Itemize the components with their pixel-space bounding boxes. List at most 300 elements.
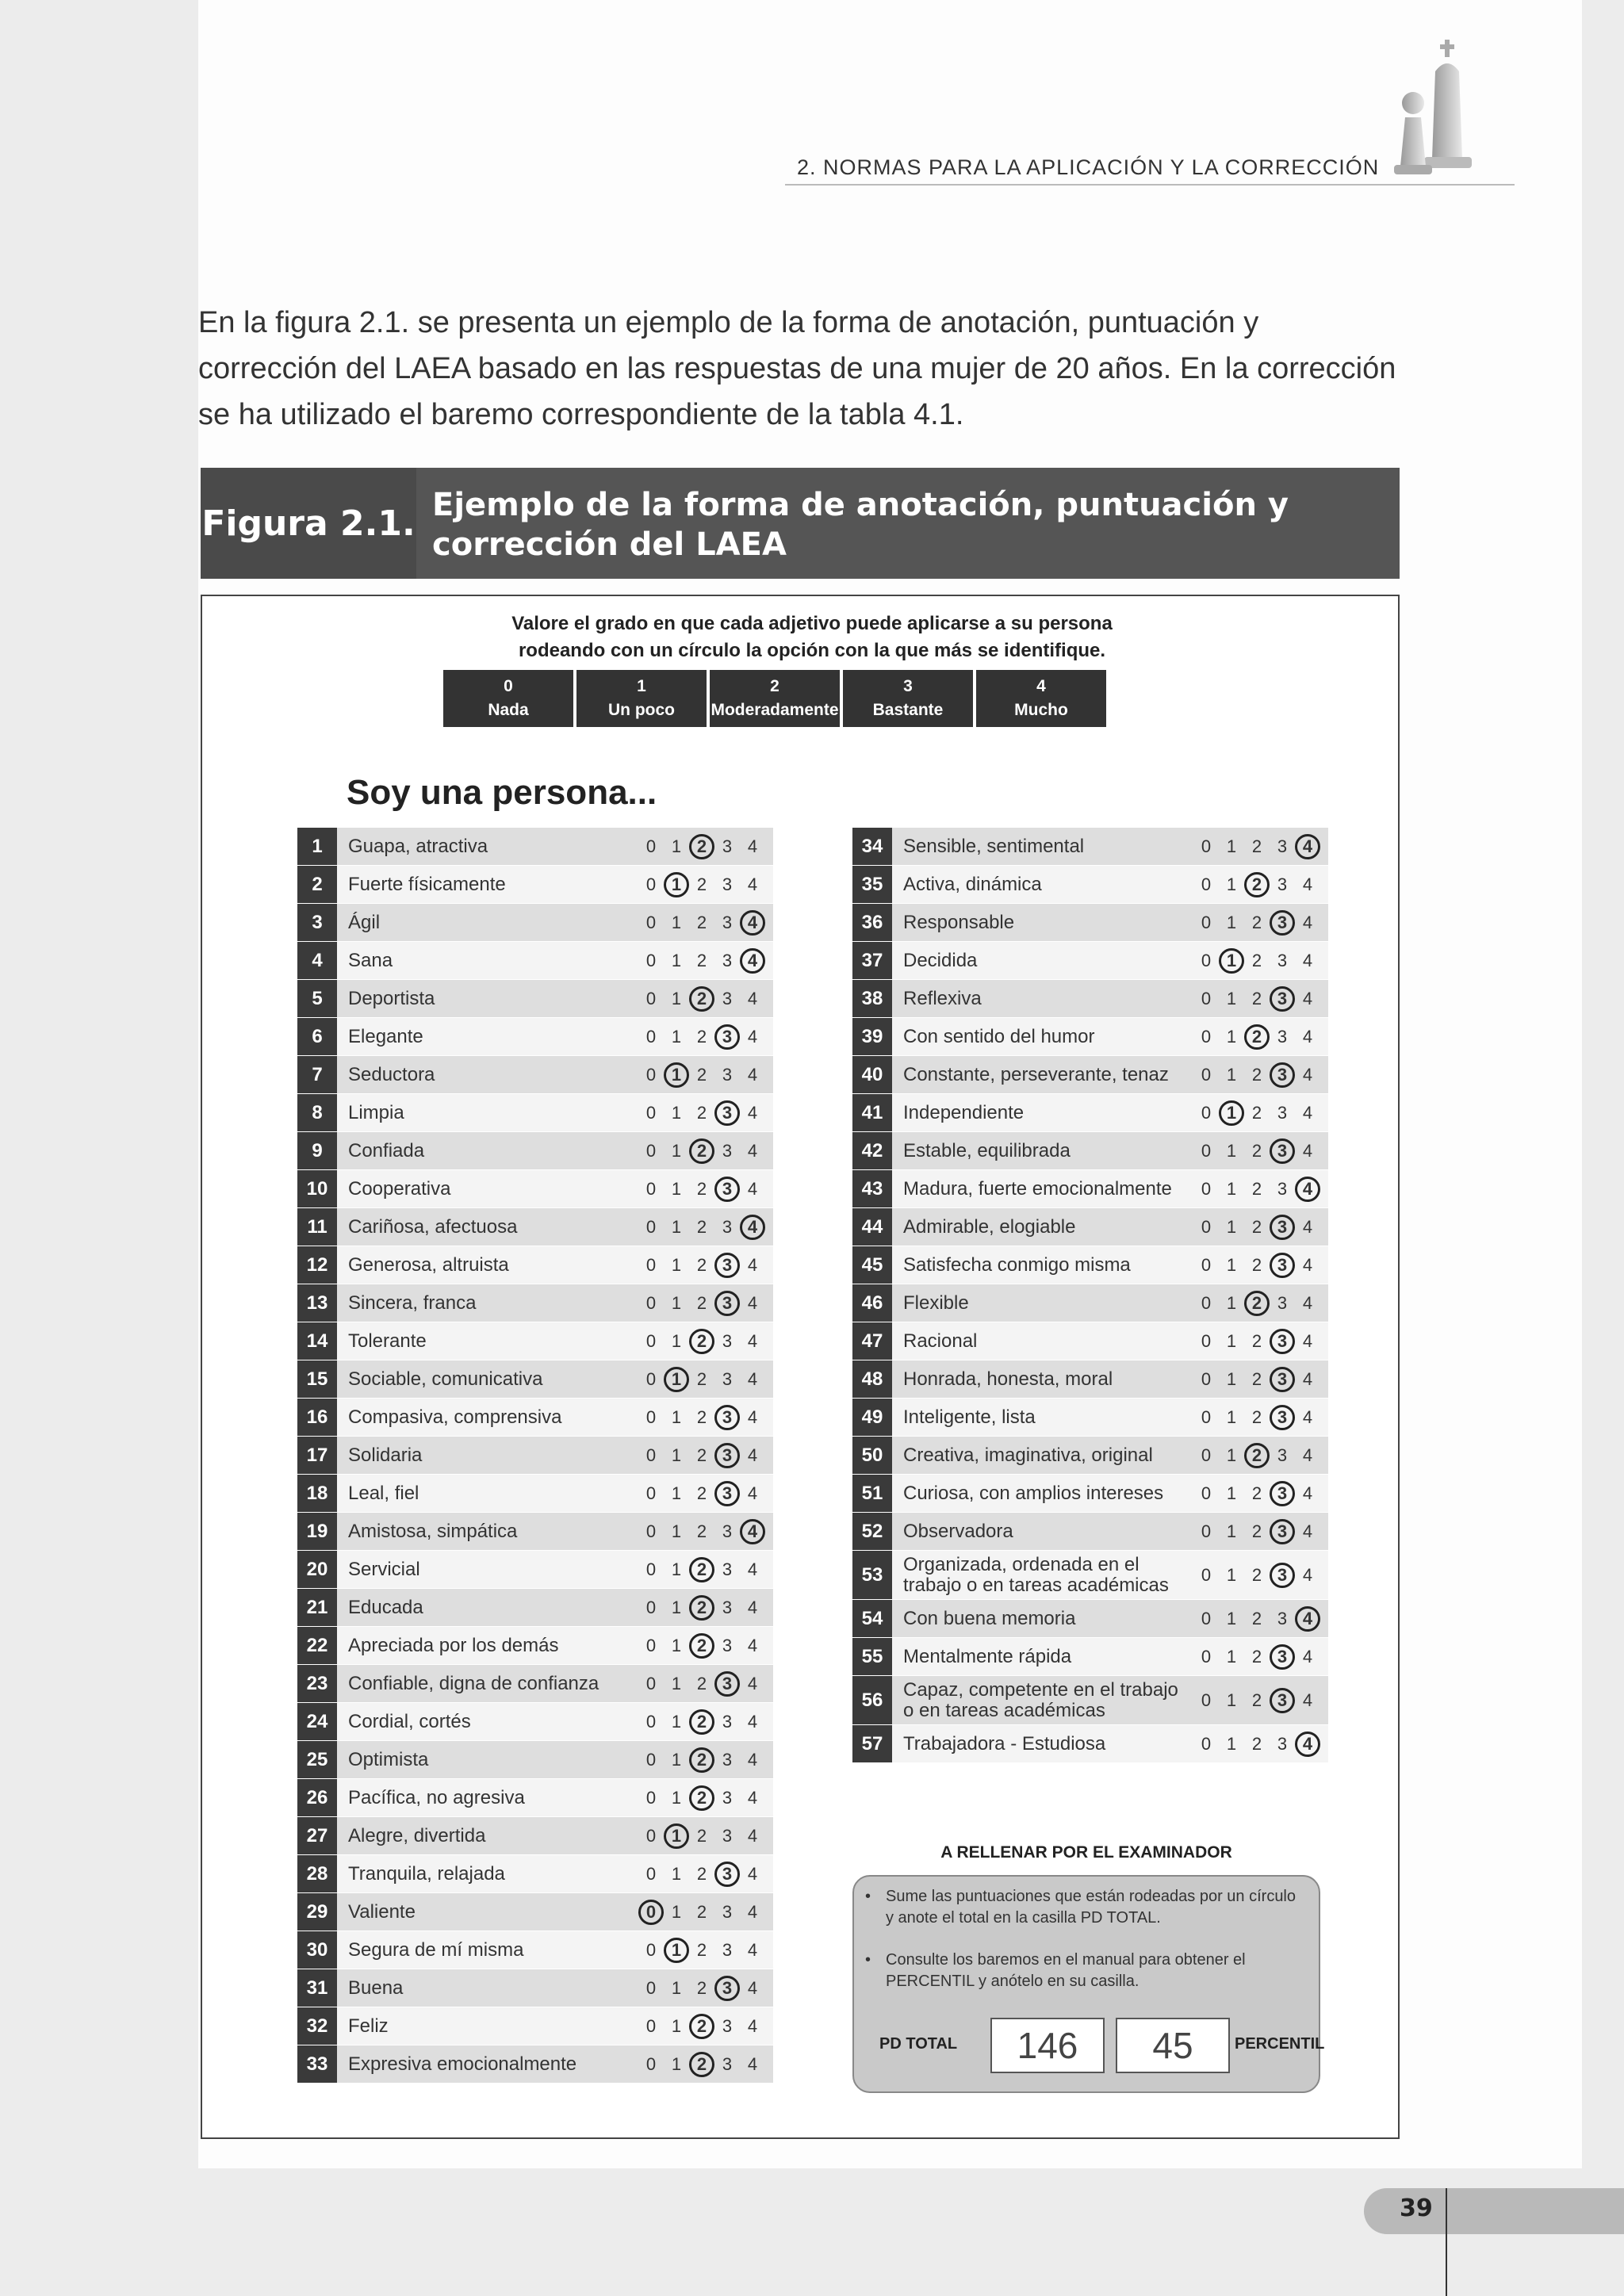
option[interactable]: 4 (747, 1901, 758, 1922)
item-options (638, 1862, 773, 1887)
option[interactable]: 4 (747, 1140, 758, 1161)
option[interactable]: 2 (1251, 1608, 1262, 1628)
option-circled[interactable]: 3 (714, 1100, 740, 1126)
option[interactable]: 0 (645, 1825, 657, 1846)
option[interactable]: 1 (671, 1521, 682, 1541)
option[interactable]: 3 (722, 2053, 733, 2074)
option[interactable]: 3 (722, 1711, 733, 1732)
option[interactable]: 0 (1201, 1646, 1212, 1667)
option[interactable]: 4 (747, 874, 758, 894)
option[interactable]: 0 (645, 1977, 657, 1998)
option[interactable]: 4 (747, 1787, 758, 1808)
option[interactable]: 3 (722, 950, 733, 970)
option[interactable]: 1 (671, 1977, 682, 1998)
option[interactable]: 0 (645, 874, 657, 894)
option[interactable]: 3 (1277, 1292, 1288, 1313)
option[interactable]: 2 (1251, 1733, 1262, 1754)
option[interactable]: 4 (1302, 950, 1313, 970)
option[interactable]: 2 (696, 1483, 707, 1503)
option[interactable]: 0 (645, 1521, 657, 1541)
option[interactable]: 2 (1251, 1140, 1262, 1161)
option[interactable]: 2 (1251, 836, 1262, 856)
option[interactable]: 0 (645, 1292, 657, 1313)
option[interactable]: 3 (722, 836, 733, 856)
option[interactable]: 3 (722, 2015, 733, 2036)
option[interactable]: 2 (696, 1368, 707, 1389)
option[interactable]: 0 (645, 1254, 657, 1275)
option[interactable]: 2 (1251, 1483, 1262, 1503)
option[interactable]: 0 (1201, 1178, 1212, 1199)
option[interactable]: 3 (1277, 874, 1288, 894)
option[interactable]: 2 (1251, 1330, 1262, 1351)
option-circled[interactable]: 3 (1270, 1367, 1295, 1392)
option[interactable]: 2 (1251, 1216, 1262, 1237)
option[interactable]: 0 (1201, 1140, 1212, 1161)
option[interactable]: 3 (722, 912, 733, 932)
option[interactable]: 2 (1251, 1564, 1262, 1585)
option[interactable]: 0 (1201, 1368, 1212, 1389)
option[interactable]: 0 (645, 1102, 657, 1123)
option-circled[interactable]: 2 (689, 1329, 714, 1354)
option[interactable]: 0 (1201, 1064, 1212, 1085)
option[interactable]: 1 (671, 1749, 682, 1770)
option[interactable]: 2 (696, 1521, 707, 1541)
option[interactable]: 0 (645, 1178, 657, 1199)
option-circled[interactable]: 2 (689, 1557, 714, 1582)
option[interactable]: 1 (671, 1406, 682, 1427)
option[interactable]: 0 (645, 1749, 657, 1770)
option[interactable]: 4 (1302, 1689, 1313, 1710)
option-circled[interactable]: 1 (664, 1938, 689, 1963)
option-circled[interactable]: 2 (689, 1747, 714, 1773)
option[interactable]: 0 (1201, 950, 1212, 970)
option[interactable]: 0 (645, 1140, 657, 1161)
option[interactable]: 4 (1302, 1102, 1313, 1123)
option[interactable]: 0 (645, 1787, 657, 1808)
option[interactable]: 4 (747, 1330, 758, 1351)
option-circled[interactable]: 4 (740, 948, 765, 974)
option-circled[interactable]: 2 (1244, 872, 1270, 897)
option[interactable]: 4 (747, 1254, 758, 1275)
option[interactable]: 2 (1251, 1254, 1262, 1275)
option[interactable]: 0 (1201, 1608, 1212, 1628)
option[interactable]: 4 (1302, 874, 1313, 894)
option[interactable]: 1 (671, 1216, 682, 1237)
option[interactable]: 1 (671, 1787, 682, 1808)
item-row-39 (852, 1018, 1328, 1056)
option[interactable]: 4 (747, 1064, 758, 1085)
item-number: 57 (852, 1725, 892, 1762)
option[interactable]: 2 (1251, 1646, 1262, 1667)
option[interactable]: 0 (645, 1559, 657, 1579)
option-circled[interactable]: 1 (664, 1062, 689, 1088)
option[interactable]: 4 (1302, 1064, 1313, 1085)
option[interactable]: 3 (722, 1216, 733, 1237)
option[interactable]: 1 (671, 1597, 682, 1617)
option[interactable]: 1 (671, 1711, 682, 1732)
option[interactable]: 2 (1251, 1689, 1262, 1710)
option[interactable]: 3 (722, 1330, 733, 1351)
option[interactable]: 0 (1201, 1330, 1212, 1351)
option[interactable]: 3 (1277, 1178, 1288, 1199)
option[interactable]: 4 (747, 1483, 758, 1503)
option[interactable]: 0 (645, 1939, 657, 1960)
option[interactable]: 0 (645, 950, 657, 970)
option[interactable]: 1 (1226, 1445, 1237, 1465)
option[interactable]: 3 (1277, 1026, 1288, 1047)
option[interactable]: 4 (747, 1673, 758, 1693)
option[interactable]: 2 (696, 1673, 707, 1693)
option-circled[interactable]: 4 (1295, 834, 1320, 859)
option[interactable]: 2 (696, 1977, 707, 1998)
item-label: Confiada (348, 1139, 425, 1161)
option[interactable]: 4 (747, 1749, 758, 1770)
option-circled[interactable]: 3 (714, 1177, 740, 1202)
option[interactable]: 2 (696, 1825, 707, 1846)
option[interactable]: 1 (1226, 1689, 1237, 1710)
option[interactable]: 4 (747, 1559, 758, 1579)
option[interactable]: 0 (1201, 1292, 1212, 1313)
option-circled[interactable]: 3 (714, 1671, 740, 1697)
option[interactable]: 1 (671, 1292, 682, 1313)
option[interactable]: 4 (747, 1825, 758, 1846)
option[interactable]: 2 (1251, 988, 1262, 1008)
option-circled[interactable]: 2 (689, 2014, 714, 2039)
option-circled[interactable]: 3 (714, 1405, 740, 1430)
option[interactable]: 4 (1302, 1564, 1313, 1585)
option[interactable]: 2 (1251, 1368, 1262, 1389)
option[interactable]: 1 (1226, 874, 1237, 894)
option[interactable]: 1 (1226, 1254, 1237, 1275)
option-circled[interactable]: 3 (714, 1976, 740, 2001)
option[interactable]: 4 (747, 1939, 758, 1960)
option[interactable]: 0 (1201, 912, 1212, 932)
option-circled[interactable]: 3 (1270, 910, 1295, 936)
option[interactable]: 0 (645, 1711, 657, 1732)
option[interactable]: 2 (1251, 1064, 1262, 1085)
option[interactable]: 1 (671, 1026, 682, 1047)
option[interactable]: 3 (722, 1901, 733, 1922)
item-row-26 (297, 1779, 773, 1817)
option-circled[interactable]: 3 (1270, 1138, 1295, 1164)
option[interactable]: 2 (1251, 1406, 1262, 1427)
option[interactable]: 3 (722, 1939, 733, 1960)
option[interactable]: 1 (671, 1863, 682, 1884)
option[interactable]: 1 (671, 1635, 682, 1655)
option[interactable]: 4 (747, 1102, 758, 1123)
option[interactable]: 2 (1251, 1521, 1262, 1541)
option[interactable]: 0 (645, 1863, 657, 1884)
option-circled[interactable]: 0 (638, 1900, 664, 1925)
option[interactable]: 1 (1226, 836, 1237, 856)
option-circled[interactable]: 3 (1270, 1644, 1295, 1670)
option[interactable]: 4 (1302, 1368, 1313, 1389)
option-circled[interactable]: 3 (1270, 1563, 1295, 1588)
option[interactable]: 0 (1201, 1689, 1212, 1710)
option-circled[interactable]: 2 (1244, 1443, 1270, 1468)
option[interactable]: 1 (671, 1178, 682, 1199)
option[interactable]: 3 (1277, 836, 1288, 856)
option[interactable]: 2 (696, 1901, 707, 1922)
option-circled[interactable]: 2 (689, 1138, 714, 1164)
option-circled[interactable]: 3 (714, 1862, 740, 1887)
option-circled[interactable]: 2 (689, 1709, 714, 1735)
option[interactable]: 2 (1251, 912, 1262, 932)
option[interactable]: 0 (645, 836, 657, 856)
item-label: Guapa, atractiva (348, 835, 488, 857)
option[interactable]: 2 (696, 1026, 707, 1047)
option[interactable]: 1 (1226, 1368, 1237, 1389)
option-circled[interactable]: 3 (1270, 1253, 1295, 1278)
option[interactable]: 1 (1226, 1216, 1237, 1237)
option-circled[interactable]: 3 (1270, 1329, 1295, 1354)
option[interactable]: 0 (1201, 988, 1212, 1008)
option[interactable]: 0 (1201, 1406, 1212, 1427)
option-circled[interactable]: 4 (1295, 1606, 1320, 1632)
option[interactable]: 1 (1226, 1483, 1237, 1503)
option-circled[interactable]: 4 (1295, 1177, 1320, 1202)
option[interactable]: 4 (747, 1445, 758, 1465)
option-circled[interactable]: 3 (714, 1253, 740, 1278)
option[interactable]: 0 (645, 1597, 657, 1617)
option[interactable]: 4 (747, 1635, 758, 1655)
option[interactable]: 2 (1251, 1178, 1262, 1199)
option[interactable]: 4 (747, 1977, 758, 1998)
option-circled[interactable]: 3 (714, 1024, 740, 1050)
option[interactable]: 2 (696, 1178, 707, 1199)
option-circled[interactable]: 2 (689, 2052, 714, 2077)
option[interactable]: 2 (1251, 1102, 1262, 1123)
option[interactable]: 1 (1226, 1140, 1237, 1161)
option[interactable]: 1 (671, 1483, 682, 1503)
option[interactable]: 1 (671, 2015, 682, 2036)
option[interactable]: 3 (722, 988, 733, 1008)
option-circled[interactable]: 1 (664, 1367, 689, 1392)
option[interactable]: 4 (1302, 1330, 1313, 1351)
option[interactable]: 1 (1226, 1178, 1237, 1199)
option[interactable]: 1 (1226, 912, 1237, 932)
option[interactable]: 0 (645, 1483, 657, 1503)
option[interactable]: 4 (1302, 1646, 1313, 1667)
option-circled[interactable]: 3 (714, 1481, 740, 1506)
option[interactable]: 1 (1226, 988, 1237, 1008)
item-options (638, 1747, 773, 1773)
pd-total-field[interactable]: 146 (990, 2018, 1105, 2073)
option[interactable]: 0 (645, 2015, 657, 2036)
option[interactable]: 3 (1277, 1102, 1288, 1123)
option[interactable]: 0 (645, 988, 657, 1008)
option[interactable]: 4 (1302, 1026, 1313, 1047)
option[interactable]: 0 (1201, 1102, 1212, 1123)
option[interactable]: 0 (645, 1406, 657, 1427)
option-circled[interactable]: 3 (714, 1291, 740, 1316)
option[interactable]: 4 (1302, 988, 1313, 1008)
option[interactable]: 3 (722, 1749, 733, 1770)
option[interactable]: 4 (1302, 1483, 1313, 1503)
option[interactable]: 4 (747, 836, 758, 856)
option[interactable]: 4 (1302, 1140, 1313, 1161)
option[interactable]: 0 (1201, 1026, 1212, 1047)
option[interactable]: 4 (747, 1406, 758, 1427)
item-options (1193, 1519, 1328, 1544)
option[interactable]: 0 (645, 912, 657, 932)
option[interactable]: 0 (1201, 1483, 1212, 1503)
option[interactable]: 3 (722, 1559, 733, 1579)
option-circled[interactable]: 3 (1270, 1519, 1295, 1544)
option-circled[interactable]: 3 (1270, 1215, 1295, 1240)
option[interactable]: 2 (696, 912, 707, 932)
option[interactable]: 0 (645, 1673, 657, 1693)
option-circled[interactable]: 4 (740, 910, 765, 936)
option[interactable]: 3 (1277, 1608, 1288, 1628)
scale-option-2 (710, 670, 840, 727)
option-circled[interactable]: 1 (664, 1823, 689, 1849)
option[interactable]: 1 (671, 912, 682, 932)
option[interactable]: 1 (671, 2053, 682, 2074)
option-circled[interactable]: 3 (714, 1443, 740, 1468)
option[interactable]: 0 (1201, 1216, 1212, 1237)
option[interactable]: 2 (696, 950, 707, 970)
option[interactable]: 2 (696, 1292, 707, 1313)
option[interactable]: 2 (696, 1445, 707, 1465)
option[interactable]: 1 (671, 1254, 682, 1275)
option[interactable]: 3 (722, 1635, 733, 1655)
option[interactable]: 0 (645, 1026, 657, 1047)
option[interactable]: 3 (722, 1140, 733, 1161)
option[interactable]: 3 (722, 1597, 733, 1617)
option-circled[interactable]: 3 (1270, 1405, 1295, 1430)
option-circled[interactable]: 1 (1219, 1100, 1244, 1126)
option[interactable]: 4 (1302, 1216, 1313, 1237)
option[interactable]: 1 (1226, 1406, 1237, 1427)
option[interactable]: 4 (747, 1597, 758, 1617)
option[interactable]: 2 (696, 1064, 707, 1085)
option[interactable]: 3 (1277, 1733, 1288, 1754)
instruction (0, 610, 1624, 664)
option[interactable]: 3 (722, 874, 733, 894)
option[interactable]: 4 (747, 1863, 758, 1884)
option[interactable]: 0 (1201, 1445, 1212, 1465)
option-circled[interactable]: 2 (689, 1595, 714, 1621)
option[interactable]: 4 (1302, 1406, 1313, 1427)
option[interactable]: 1 (671, 1559, 682, 1579)
option[interactable]: 0 (1201, 1254, 1212, 1275)
option[interactable]: 0 (1201, 874, 1212, 894)
option[interactable]: 1 (671, 950, 682, 970)
option[interactable]: 3 (722, 1368, 733, 1389)
option[interactable]: 1 (1226, 1026, 1237, 1047)
option[interactable]: 1 (1226, 1521, 1237, 1541)
option[interactable]: 1 (671, 1901, 682, 1922)
option-circled[interactable]: 4 (740, 1215, 765, 1240)
option[interactable]: 4 (1302, 1292, 1313, 1313)
option-circled[interactable]: 2 (689, 986, 714, 1012)
option-circled[interactable]: 2 (1244, 1291, 1270, 1316)
option[interactable]: 4 (1302, 912, 1313, 932)
option[interactable]: 1 (1226, 1330, 1237, 1351)
option[interactable]: 4 (747, 1026, 758, 1047)
option[interactable]: 0 (645, 1216, 657, 1237)
option-circled[interactable]: 4 (1295, 1732, 1320, 1757)
option[interactable]: 3 (1277, 1445, 1288, 1465)
option[interactable]: 0 (1201, 1733, 1212, 1754)
option[interactable]: 4 (747, 1711, 758, 1732)
option[interactable]: 1 (1226, 1608, 1237, 1628)
option-circled[interactable]: 1 (664, 872, 689, 897)
option[interactable]: 4 (747, 2053, 758, 2074)
option[interactable]: 0 (645, 2053, 657, 2074)
option[interactable]: 1 (671, 1102, 682, 1123)
option[interactable]: 1 (671, 1140, 682, 1161)
option[interactable]: 4 (747, 1368, 758, 1389)
option-circled[interactable]: 3 (1270, 986, 1295, 1012)
option[interactable]: 1 (1226, 1646, 1237, 1667)
option[interactable]: 2 (696, 1102, 707, 1123)
option[interactable]: 1 (671, 1445, 682, 1465)
item-label: Cooperativa (348, 1177, 451, 1200)
option[interactable]: 1 (671, 836, 682, 856)
option[interactable]: 3 (722, 1825, 733, 1846)
option[interactable]: 3 (722, 1521, 733, 1541)
item-row-1 (297, 828, 773, 866)
option[interactable]: 1 (1226, 1064, 1237, 1085)
option[interactable]: 2 (696, 1939, 707, 1960)
option[interactable]: 0 (1201, 1521, 1212, 1541)
option[interactable]: 2 (1251, 950, 1262, 970)
option[interactable]: 1 (671, 1673, 682, 1693)
item-number: 33 (297, 2045, 337, 2083)
option[interactable]: 2 (696, 1254, 707, 1275)
option[interactable]: 4 (1302, 1445, 1313, 1465)
option[interactable]: 4 (747, 1292, 758, 1313)
option[interactable]: 0 (645, 1445, 657, 1465)
option[interactable]: 4 (1302, 1521, 1313, 1541)
option[interactable]: 0 (1201, 836, 1212, 856)
option[interactable]: 2 (696, 1863, 707, 1884)
option-circled[interactable]: 2 (689, 1785, 714, 1811)
option[interactable]: 0 (645, 1330, 657, 1351)
option[interactable]: 0 (1201, 1564, 1212, 1585)
option[interactable]: 0 (645, 1635, 657, 1655)
option[interactable]: 0 (645, 1368, 657, 1389)
option[interactable]: 3 (722, 1787, 733, 1808)
option[interactable]: 3 (722, 1064, 733, 1085)
option-circled[interactable]: 4 (740, 1519, 765, 1544)
option[interactable]: 0 (645, 1064, 657, 1085)
option[interactable]: 2 (696, 1216, 707, 1237)
option-circled[interactable]: 3 (1270, 1688, 1295, 1713)
option[interactable]: 1 (671, 1330, 682, 1351)
option[interactable]: 1 (1226, 1564, 1237, 1585)
option-circled[interactable]: 2 (689, 834, 714, 859)
option-circled[interactable]: 1 (1219, 948, 1244, 974)
option[interactable]: 3 (1277, 950, 1288, 970)
option[interactable]: 4 (1302, 1254, 1313, 1275)
option-circled[interactable]: 3 (1270, 1062, 1295, 1088)
option[interactable]: 1 (671, 988, 682, 1008)
option[interactable]: 4 (747, 2015, 758, 2036)
option[interactable]: 4 (747, 988, 758, 1008)
option-circled[interactable]: 3 (1270, 1481, 1295, 1506)
option[interactable]: 2 (696, 874, 707, 894)
option[interactable]: 2 (696, 1406, 707, 1427)
option[interactable]: 1 (1226, 1733, 1237, 1754)
option-circled[interactable]: 2 (1244, 1024, 1270, 1050)
percentil-field[interactable]: 45 (1116, 2018, 1230, 2073)
option-circled[interactable]: 2 (689, 1633, 714, 1659)
option[interactable]: 1 (1226, 1292, 1237, 1313)
option[interactable]: 4 (747, 1178, 758, 1199)
